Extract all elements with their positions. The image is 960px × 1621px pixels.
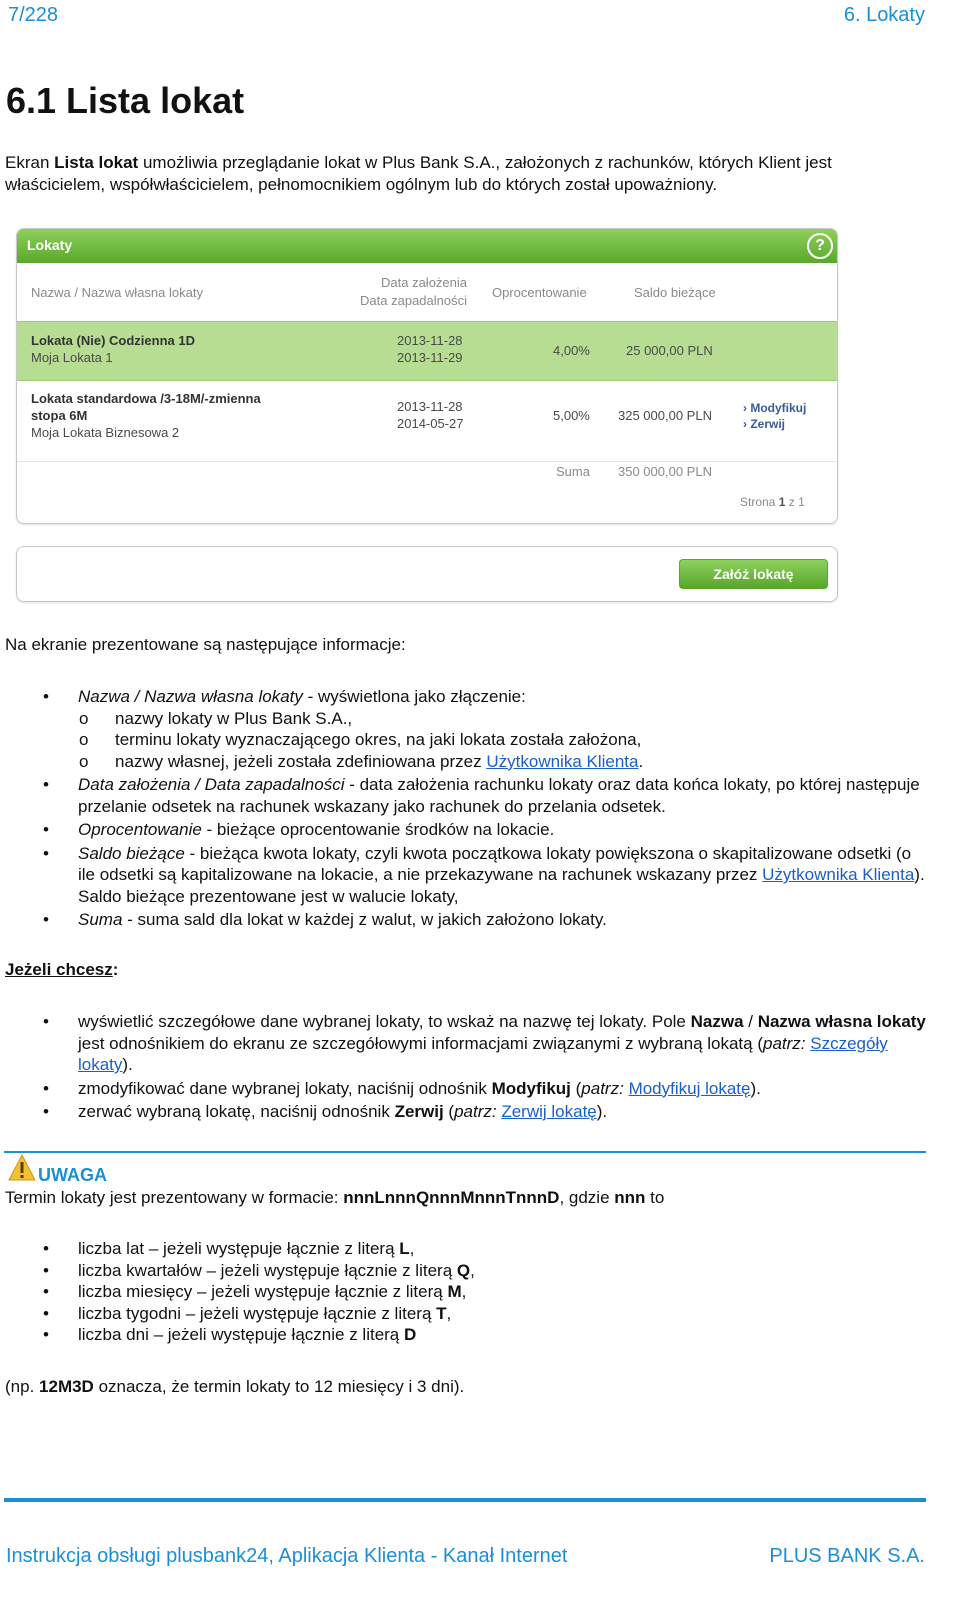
footer-divider [4,1498,926,1502]
modify-link[interactable]: › Modyfikuj [743,401,807,415]
sub-item: o nazwy lokaty w Plus Bank S.A., [43,708,930,730]
panel-title: Lokaty [27,237,73,253]
row-actions [743,400,806,432]
list-item: • liczba dni – jeżeli występuje łącznie z literą D [5,1324,930,1346]
deposit-name-link[interactable]: Lokata standardowa /3-18M/-zmienna [31,391,261,406]
sum-value: 350 000,00 PLN [618,464,712,479]
sub-item: o terminu lokaty wyznaczającego okres, na jaki lokata została założona, [43,729,930,751]
date-created: 2013-11-28 [397,399,463,414]
list-item: • liczba miesięcy – jeżeli występuje łącznie z literą M, [5,1281,930,1303]
divider [17,461,837,462]
footer-left: Instrukcja obsługi plusbank24, Aplikacja Klienta - Kanał Internet [6,1545,568,1567]
date-created: 2013-11-28 [397,333,463,348]
sum-label: Suma [556,464,590,479]
footer-right: PLUS BANK S.A. [769,1545,925,1567]
page-number: 7/228 [8,4,59,26]
chapter-title: 6. Lokaty [843,4,925,26]
col-header-date-due[interactable]: Data zapadalności [360,293,467,308]
list-item: • Oprocentowanie - bieżące oprocentowanie środków na lokacie. [5,819,930,841]
list-item: • liczba lat – jeżeli występuje łącznie z literą L, [5,1238,930,1260]
col-header-name[interactable]: Nazwa / Nazwa własna lokaty [31,285,203,300]
list-item: • liczba tygodni – jeżeli występuje łącznie z literą T, [5,1303,930,1325]
section-title: 6.1 Lista lokat [6,80,245,121]
deposit-name-link-line2[interactable]: stopa 6M [31,408,88,423]
pagination: Strona 1 z 1 [740,495,805,509]
table-row[interactable] [17,321,837,381]
panel-header [17,229,837,263]
info-list [5,686,930,933]
deposit-own-name[interactable]: Moja Lokata 1 [31,350,113,365]
date-due: 2014-05-27 [397,416,464,431]
format-list [5,1238,930,1346]
example-text: (np. 12M3D oznacza, że termin lokaty to 12 miesięcy i 3 dni). [5,1377,465,1396]
divider [4,1151,926,1153]
sublist [78,708,930,773]
list-item: • liczba kwartałów – jeżeli występuje łącznie z literą Q, [5,1260,930,1282]
col-header-balance[interactable]: Saldo bieżące [634,285,716,300]
if-you-want-list [5,1011,930,1125]
break-link[interactable]: › Zerwij [743,417,786,431]
list-item: • zmodyfikować dane wybranej lokaty, naciśnij odnośnik Modyfikuj (patrz: Modyfikuj lokatę). [5,1078,930,1100]
info-lead: Na ekranie prezentowane są następujące informacje: [5,635,406,654]
create-deposit-button[interactable]: Załóż lokatę [679,559,828,589]
sub-item: o nazwy własnej, jeżeli została zdefiniowana przez Użytkownika Klienta. [43,751,930,773]
help-icon[interactable]: ? [807,233,833,259]
intro-paragraph: Ekran Lista lokat umożliwia przeglądanie lokat w Plus Bank S.A., założonych z rachunków, których Klient jest właścicielem, współwłaścicielem, pełnomocnikiem ogólnym lub do których został upoważniony. [5,153,832,194]
list-item: • Nazwa / Nazwa własna lokaty - wyświetlona jako złączenie: o nazwy lokaty w Plus Bank S.A., o terminu lokaty wyznaczającego okres, na jaki lokata została założona, o nazwy własnej, jeżeli została zdefiniowana przez Użytkownika Klienta. [5,686,930,772]
user-client-link[interactable]: Użytkownika Klienta [762,865,915,884]
rate-value: 5,00% [553,408,590,423]
table-row[interactable] [17,384,837,464]
deposit-own-name[interactable]: Moja Lokata Biznesowa 2 [31,425,180,440]
warning-label: UWAGA [38,1165,107,1185]
list-item: • wyświetlić szczegółowe dane wybranej lokaty, to wskaż na nazwę tej lokaty. Pole Nazwa / Nazwa własna lokaty jest odnośnikiem do ekranu ze szczegółowymi informacjami związanymi z wybraną lokatą (patrz: Szczegóły lokaty). [5,1011,930,1076]
col-header-rate[interactable]: Oprocentowanie [492,285,587,300]
warning-text: Termin lokaty jest prezentowany w formacie: nnnLnnnQnnnMnnnTnnnD, gdzie nnn to [5,1188,665,1207]
deposit-name-link[interactable]: Lokata (Nie) Codzienna 1D [31,333,195,348]
col-header-date-created[interactable]: Data założenia [381,275,467,290]
actions-panel [16,546,838,602]
list-item: • Suma - suma sald dla lokat w każdej z walut, w jakich założono lokaty. [5,909,930,931]
modify-deposit-link[interactable]: Modyfikuj lokatę [628,1078,751,1098]
balance-value: 25 000,00 PLN [626,343,713,358]
balance-value: 325 000,00 PLN [618,408,712,423]
warning-icon [8,1154,36,1187]
list-item: • zerwać wybraną lokatę, naciśnij odnośnik Zerwij (patrz: Zerwij lokatę). [5,1101,930,1123]
list-item: • Data założenia / Data zapadalności - data założenia rachunku lokaty oraz data końca lokaty, po której następuje przelanie odsetek na rachunek wskazany jako rachunek do przelania odsetek. [5,774,930,817]
date-due: 2013-11-29 [397,350,463,365]
deposits-panel [16,228,838,524]
user-client-link[interactable]: Użytkownika Klienta [486,751,639,771]
details-link[interactable]: Szczegóły lokaty [78,1033,888,1074]
if-you-want-heading: Jeżeli chcesz: [5,960,119,979]
break-deposit-link[interactable]: Zerwij lokatę [501,1102,597,1121]
list-item: • Saldo bieżące - bieżąca kwota lokaty, czyli kwota początkowa lokaty powiększona o skapitalizowane odsetki (o ile odsetki są kapitalizowane na lokacie, a nie przekazywane na rachunek wskazany przez Użytkownika Klienta). Saldo bieżące prezentowane jest w walucie lokaty, [5,843,930,908]
rate-value: 4,00% [553,343,590,358]
